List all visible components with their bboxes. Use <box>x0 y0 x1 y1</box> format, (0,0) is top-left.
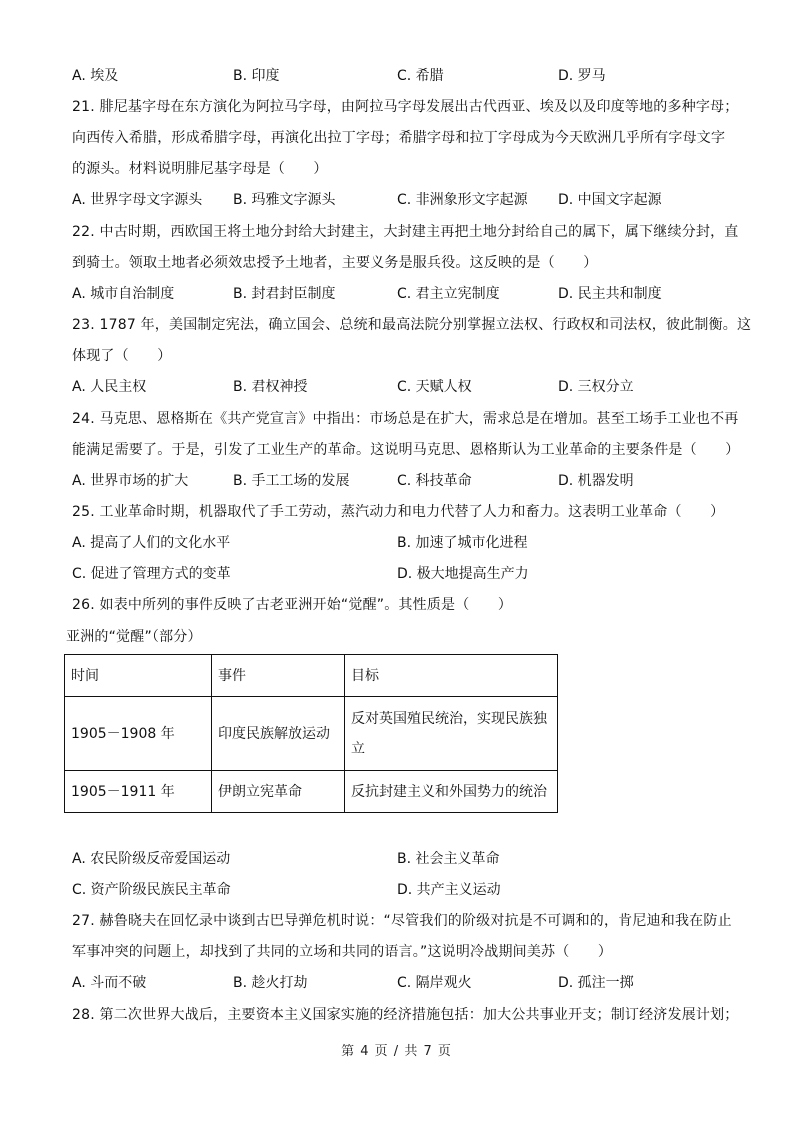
table-cell <box>345 697 558 771</box>
q21-stem-line: 向西传入希腊，形成希腊字母，再演化出拉丁字母；希腊字母和拉丁字母成为今天欧洲几乎所有字母文字 <box>72 130 726 146</box>
q24-stem-line: 24. 马克思、恩格斯在《共产党宣言》中指出：市场总是在扩大，需求总是在增加。甚至工场手工业也不再 <box>72 411 739 427</box>
q23-option-c: C. 天赋人权 <box>397 379 472 395</box>
q27-option-a: A. 斗而不破 <box>72 975 147 991</box>
q21-stem-line: 的源头。材料说明腓尼基字母是（ ） <box>72 161 328 177</box>
q23-stem-line: 23. 1787 年，美国制定宪法，确立国会、总统和最高法院分别掌握立法权、行政权和司法权，彼此制衡。这 <box>72 317 752 333</box>
table-row <box>65 771 558 813</box>
q23-stem-line: 体现了（ ） <box>72 348 172 364</box>
q27-option-b: B. 趁火打劫 <box>233 975 308 991</box>
q25-option-d: D. 极大地提高生产力 <box>397 566 529 582</box>
table-header-cell: 目标 <box>345 655 558 697</box>
q23-option-a: A. 人民主权 <box>72 379 147 395</box>
q22-option-d: D. 民主共和制度 <box>558 286 662 302</box>
q20-option-d: D. 罗马 <box>558 68 606 84</box>
q20-option-a: A. 埃及 <box>72 68 119 84</box>
q26-option-a: A. 农民阶级反帝爱国运动 <box>72 851 231 867</box>
q23-option-d: D. 三权分立 <box>558 379 634 395</box>
q21-option-d: D. 中国文字起源 <box>558 192 662 208</box>
page-number: 第 4 页 / 共 7 页 <box>341 1044 452 1059</box>
q27-option-d: D. 孤注一掷 <box>558 975 634 991</box>
q21-option-b: B. 玛雅文字源头 <box>233 192 336 208</box>
q28-stem-line: 28. 第二次世界大战后，主要资本主义国家实施的经济措施包括：加大公共事业开支；制订经济发展计划； <box>72 1007 739 1023</box>
asia-awakening-table <box>64 654 558 813</box>
q21-option-a: A. 世界字母文字源头 <box>72 192 203 208</box>
q24-option-b: B. 手工工场的发展 <box>233 473 350 489</box>
q22-option-b: B. 封君封臣制度 <box>233 286 336 302</box>
q25-stem-line: 25. 工业革命时期，机器取代了手工劳动，蒸汽动力和电力代替了人力和畜力。这表明工业革命（ ） <box>72 504 725 520</box>
q23-option-b: B. 君权神授 <box>233 379 308 395</box>
q27-stem-line: 军事冲突的问题上，却找到了共同的立场和共同的语言。”这说明冷战期间美苏（ ） <box>72 944 613 960</box>
table-cell: 伊朗立宪革命 <box>212 771 345 813</box>
q22-option-c: C. 君主立宪制度 <box>397 286 500 302</box>
table-caption: 亚洲的“觉醒”（部分） <box>66 629 202 645</box>
q25-option-a: A. 提高了人们的文化水平 <box>72 535 231 551</box>
table-cell: 反抗封建主义和外国势力的统治 <box>345 771 558 813</box>
q26-option-d: D. 共产主义运动 <box>397 882 501 898</box>
q27-option-c: C. 隔岸观火 <box>397 975 472 991</box>
table-cell-line: 反对英国殖民统治，实现民族独 <box>351 710 547 727</box>
q27-stem-line: 27. 赫鲁晓夫在回忆录中谈到古巴导弹危机时说：“尽管我们的阶级对抗是不可调和的，肯尼迪和我在防止 <box>72 913 732 929</box>
q25-option-c: C. 促进了管理方式的变革 <box>72 566 231 582</box>
q22-stem-line: 到骑士。领取土地者必须效忠授予土地者，主要义务是服兵役。这反映的是（ ） <box>72 255 598 271</box>
q22-option-a: A. 城市自治制度 <box>72 286 175 302</box>
q24-stem-line: 能满足需要了。于是，引发了工业生产的革命。这说明马克思、恩格斯认为工业革命的主要条件是（ ） <box>72 442 740 458</box>
q22-stem-line: 22. 中古时期，西欧国王将土地分封给大封建主，大封建主再把土地分封给自己的属下，属下继续分封，直 <box>72 224 739 240</box>
q26-option-b: B. 社会主义革命 <box>397 851 500 867</box>
table-cell: 印度民族解放运动 <box>212 697 345 771</box>
q20-option-b: B. 印度 <box>233 68 280 84</box>
q21-option-c: C. 非洲象形文字起源 <box>397 192 528 208</box>
q24-option-a: A. 世界市场的扩大 <box>72 473 189 489</box>
q20-option-c: C. 希腊 <box>397 68 444 84</box>
table-header-cell: 时间 <box>65 655 212 697</box>
table-header-cell: 事件 <box>212 655 345 697</box>
table-cell: 1905－1908 年 <box>65 697 212 771</box>
q21-stem-line: 21. 腓尼基字母在东方演化为阿拉马字母，由阿拉马字母发展出古代西亚、埃及以及印度等地的多种字母； <box>72 99 739 115</box>
table-header-row <box>65 655 558 697</box>
table-cell-line: 立 <box>351 740 365 757</box>
table-row <box>65 697 558 771</box>
table-cell: 1905－1911 年 <box>65 771 212 813</box>
q26-stem-line: 26. 如表中所列的事件反映了古老亚洲开始“觉醒”。其性质是（ ） <box>72 597 513 613</box>
q25-option-b: B. 加速了城市化进程 <box>397 535 528 551</box>
q26-option-c: C. 资产阶级民族民主革命 <box>72 882 231 898</box>
q24-option-c: C. 科技革命 <box>397 473 472 489</box>
q24-option-d: D. 机器发明 <box>558 473 634 489</box>
